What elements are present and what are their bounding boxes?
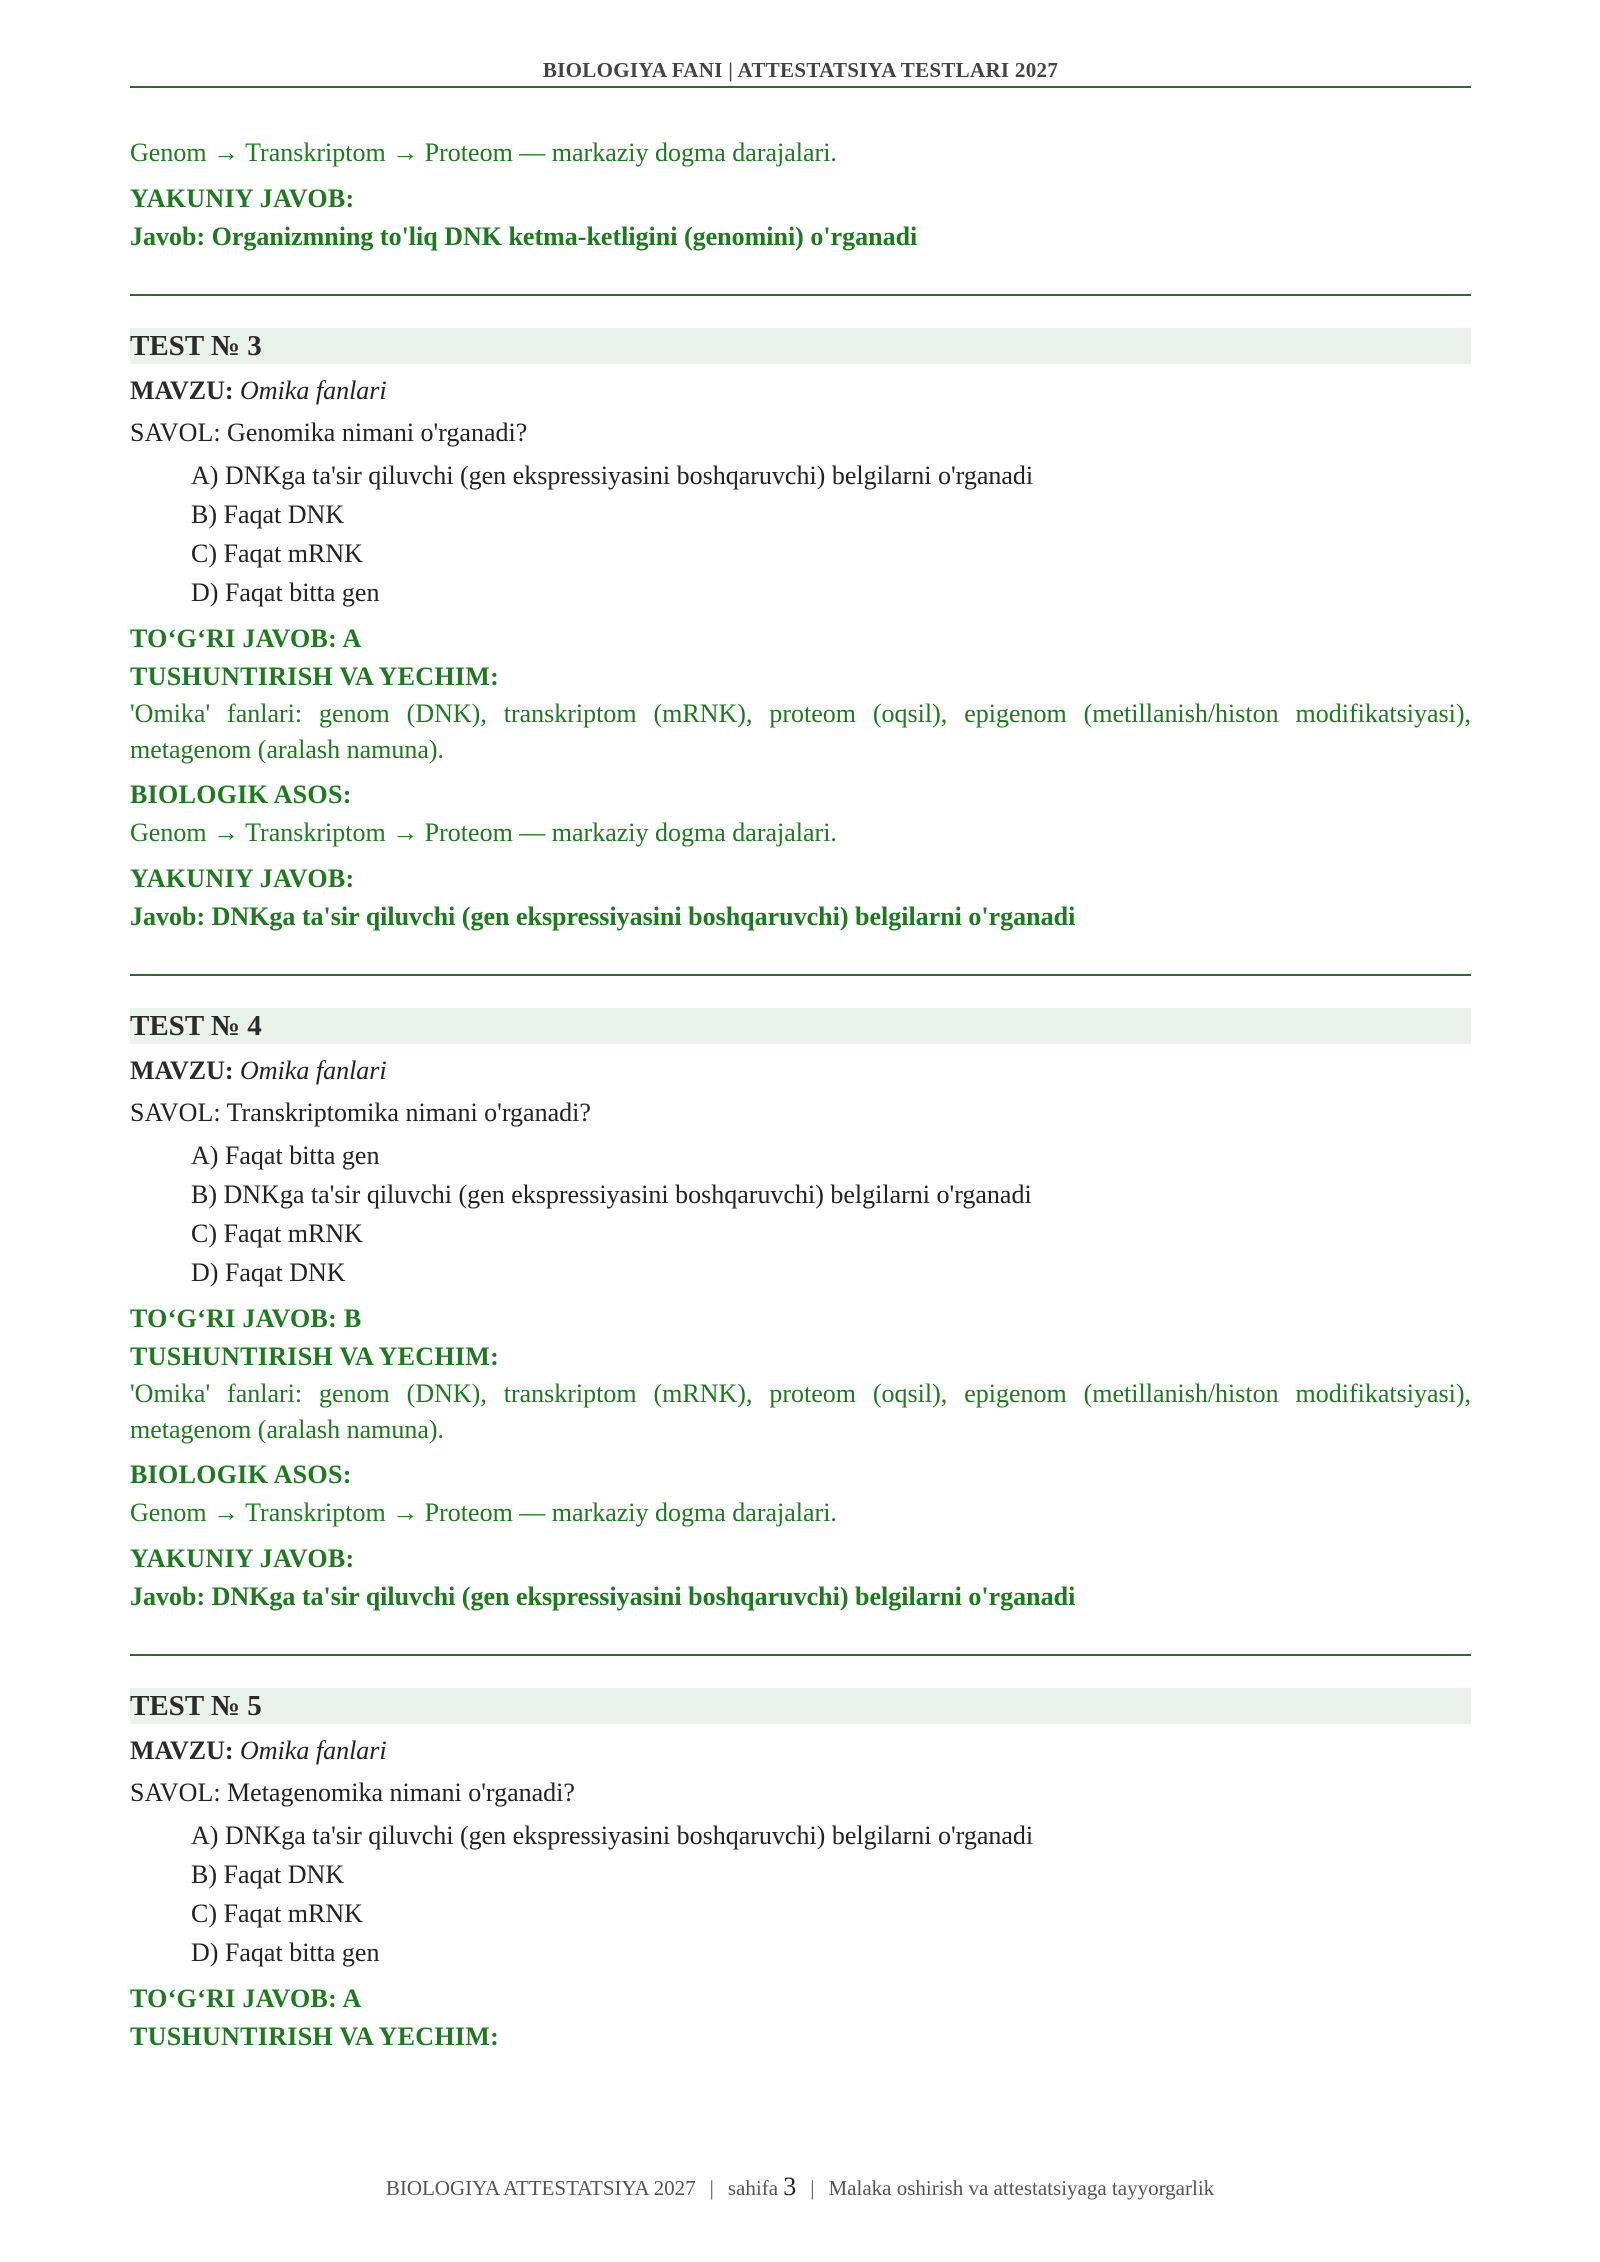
- test-title: TEST № 3: [130, 328, 1471, 364]
- footer-separator: |: [810, 2176, 815, 2200]
- correct-answer: TO‘G‘RI JAVOB: A: [130, 1984, 362, 2013]
- answer-options: [191, 1816, 1471, 1972]
- explanation-text: 'Omika' fanlari: genom (DNK), transkriptom (mRNK), proteom (oqsil), epigenom (metillanish/histon modifikatsiyasi), metagenom (aralash namuna).: [130, 1379, 1471, 1444]
- option-a: A) Faqat bitta gen: [191, 1141, 380, 1170]
- option-d: D) Faqat bitta gen: [191, 578, 380, 607]
- page-header: [130, 58, 1471, 88]
- page-footer: [0, 2172, 1600, 2202]
- prev-yakuniy-answer: Javob: Organizmning to'liq DNK ketma-ketligini (genomini) o'rganadi: [130, 222, 918, 251]
- biologik-label: BIOLOGIK ASOS:: [130, 780, 352, 809]
- test-block-4: [130, 1008, 1471, 1616]
- test-topic: [130, 1732, 1471, 1770]
- option-c: C) Faqat mRNK: [191, 1899, 363, 1928]
- footer-sahifa: sahifa: [727, 2176, 779, 2200]
- yakuniy-answer: Javob: DNKga ta'sir qiluvchi (gen ekspressiyasini boshqaruvchi) belgilarni o'rganadi: [130, 1582, 1076, 1611]
- option-c: C) Faqat mRNK: [191, 1219, 363, 1248]
- option-b: B) DNKga ta'sir qiluvchi (gen ekspressiyasini boshqaruvchi) belgilarni o'rganadi: [191, 1180, 1032, 1209]
- biologik-text: Genom → Transkriptom → Proteom — markaziy dogma darajalari.: [130, 818, 837, 847]
- page-number: 3: [783, 2172, 797, 2201]
- option-d: D) Faqat DNK: [191, 1258, 346, 1287]
- test-title: TEST № 4: [130, 1008, 1471, 1044]
- topic-value: Omika fanlari: [240, 1056, 387, 1085]
- correct-answer: TO‘G‘RI JAVOB: B: [130, 1304, 362, 1333]
- explanation-label: TUSHUNTIRISH VA YECHIM:: [130, 662, 500, 691]
- section-divider: [130, 294, 1471, 296]
- explanation-label: TUSHUNTIRISH VA YECHIM:: [130, 1342, 500, 1371]
- explanation-text: 'Omika' fanlari: genom (DNK), transkriptom (mRNK), proteom (oqsil), epigenom (metillanish/histon modifikatsiyasi), metagenom (aralash namuna).: [130, 699, 1471, 764]
- footer-separator: |: [709, 2176, 714, 2200]
- footer-right: Malaka oshirish va attestatsiyaga tayyorgarlik: [828, 2176, 1215, 2200]
- prev-yakuniy-label: YAKUNIY JAVOB:: [130, 184, 355, 213]
- yakuniy-answer: Javob: DNKga ta'sir qiluvchi (gen ekspressiyasini boshqaruvchi) belgilarni o'rganadi: [130, 902, 1076, 931]
- topic-value: Omika fanlari: [240, 1736, 387, 1765]
- yakuniy-label: YAKUNIY JAVOB:: [130, 1544, 355, 1573]
- prev-biologik-text: Genom → Transkriptom → Proteom — markaziy dogma darajalari.: [130, 138, 837, 167]
- footer-left: BIOLOGIYA ATTESTATSIYA 2027: [385, 2176, 696, 2200]
- topic-label: MAVZU:: [130, 1736, 234, 1765]
- section-divider: [130, 1654, 1471, 1656]
- topic-label: MAVZU:: [130, 376, 234, 405]
- correct-answer: TO‘G‘RI JAVOB: A: [130, 624, 362, 653]
- test-block-3: [130, 328, 1471, 936]
- explanation-label: TUSHUNTIRISH VA YECHIM:: [130, 2022, 500, 2051]
- answer-options: [191, 1136, 1471, 1292]
- test-title: TEST № 5: [130, 1688, 1471, 1724]
- page-content: [130, 134, 1471, 2056]
- test-topic: [130, 1052, 1471, 1090]
- topic-value: Omika fanlari: [240, 376, 387, 405]
- test-topic: [130, 372, 1471, 410]
- option-c: C) Faqat mRNK: [191, 539, 363, 568]
- test-question: SAVOL: Transkriptomika nimani o'rganadi?: [130, 1098, 591, 1127]
- option-b: B) Faqat DNK: [191, 500, 345, 529]
- header-title: BIOLOGIYA FANI | ATTESTATSIYA TESTLARI 2027: [542, 58, 1059, 82]
- option-d: D) Faqat bitta gen: [191, 1938, 380, 1967]
- section-divider: [130, 974, 1471, 976]
- biologik-label: BIOLOGIK ASOS:: [130, 1460, 352, 1489]
- answer-options: [191, 456, 1471, 612]
- topic-label: MAVZU:: [130, 1056, 234, 1085]
- option-a: A) DNKga ta'sir qiluvchi (gen ekspressiyasini boshqaruvchi) belgilarni o'rganadi: [191, 1821, 1034, 1850]
- test-question: SAVOL: Genomika nimani o'rganadi?: [130, 418, 528, 447]
- test-question: SAVOL: Metagenomika nimani o'rganadi?: [130, 1778, 575, 1807]
- yakuniy-label: YAKUNIY JAVOB:: [130, 864, 355, 893]
- option-b: B) Faqat DNK: [191, 1860, 345, 1889]
- test-block-5: [130, 1688, 1471, 2056]
- option-a: A) DNKga ta'sir qiluvchi (gen ekspressiyasini boshqaruvchi) belgilarni o'rganadi: [191, 461, 1034, 490]
- biologik-text: Genom → Transkriptom → Proteom — markaziy dogma darajalari.: [130, 1498, 837, 1527]
